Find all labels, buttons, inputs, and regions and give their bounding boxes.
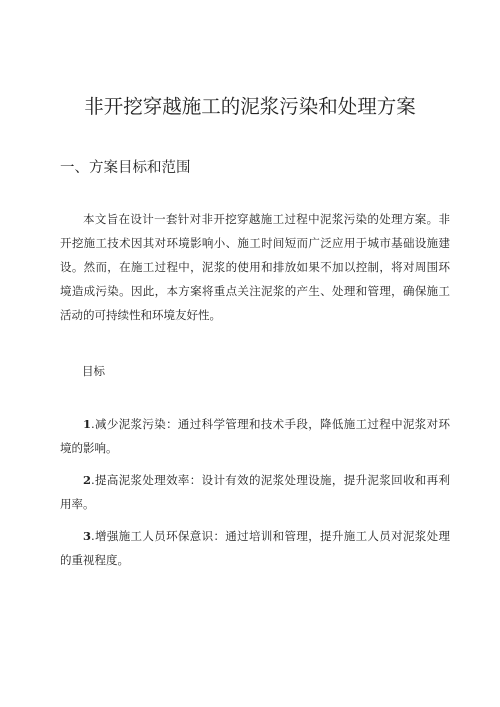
section-heading: 一、方案目标和范围 xyxy=(60,160,191,176)
goal-text: .增强施工人员环保意识：通过培训和管理，提升施工人员对泥浆处理的重视程度。 xyxy=(60,529,450,567)
document-title: 非开挖穿越施工的泥浆污染和处理方案 xyxy=(84,95,416,118)
intro-paragraph: 本文旨在设计一套针对非开挖穿越施工过程中泥浆污染的处理方案。非开挖施工技术因其对环境影响小、施工时间短而广泛应用于城市基础设施建设。然而，在施工过程中，泥浆的使用和排放如果不加以控制，将对周围环境造成污染。因此，本方案将重点关注泥浆的产生、处理和管理，确保施工活动的可持续性和环境友好性。 xyxy=(60,212,450,322)
goal-item xyxy=(60,412,450,460)
goal-number: 1 xyxy=(83,417,92,431)
goal-item xyxy=(60,524,450,572)
goals-label: 目标 xyxy=(82,364,105,378)
goal-number: 3 xyxy=(83,529,92,543)
goal-item xyxy=(60,468,450,516)
goal-number: 2 xyxy=(83,473,92,487)
goal-text: .提高泥浆处理效率：设计有效的泥浆处理设施，提升泥浆回收和再利用率。 xyxy=(60,473,450,511)
goal-text: .减少泥浆污染：通过科学管理和技术手段，降低施工过程中泥浆对环境的影响。 xyxy=(60,417,450,455)
